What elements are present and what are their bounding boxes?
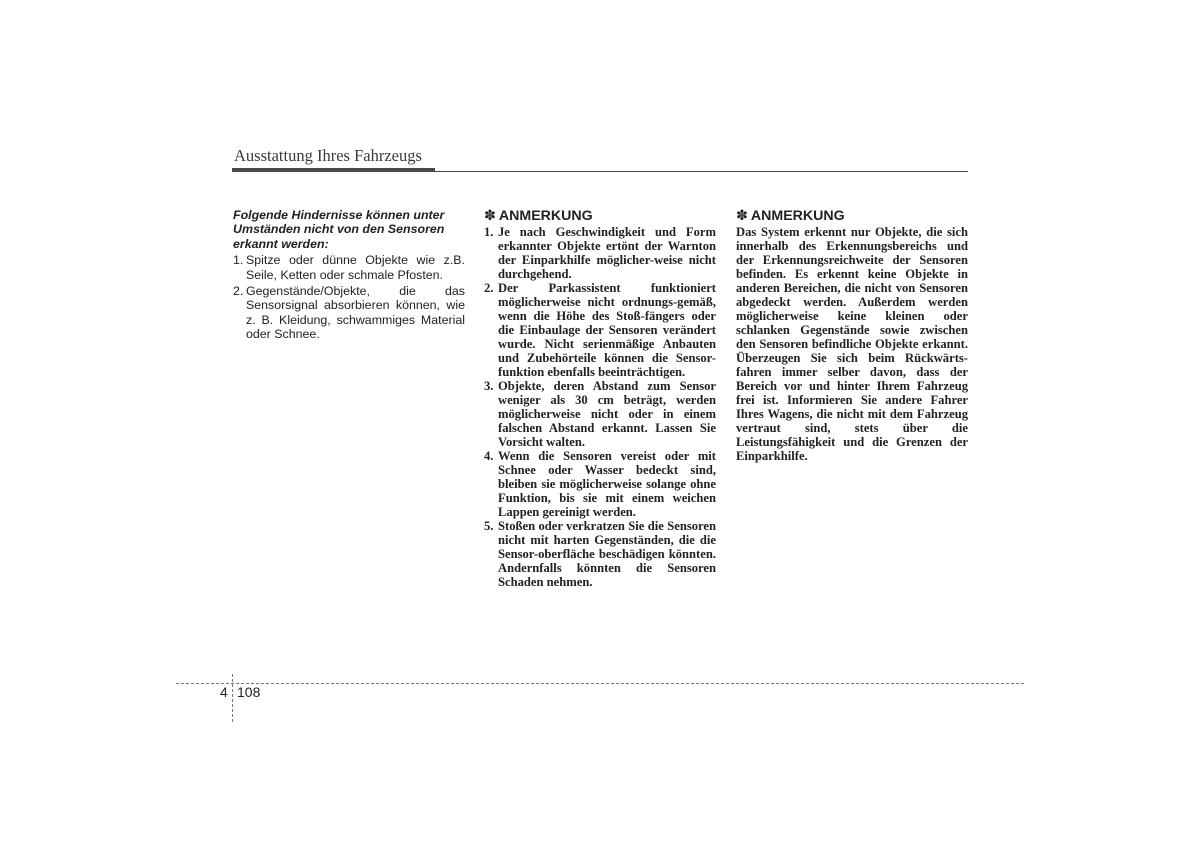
note-heading <box>736 208 968 224</box>
column-hindernisse <box>233 208 465 344</box>
list-item-text: Wenn die Sensoren vereist oder mit Schnee oder Wasser bedeckt sind, bleiben sie möglicherweise solange ohne Funktion, bis sie mit einem weichen Lappen gereinigt werden. <box>498 449 716 519</box>
hindernisse-list <box>233 253 465 341</box>
list-item-text: Gegenstände/Objekte, die das Sensorsignal absorbieren können, wie z. B. Kleidung, schwammiges Material oder Schnee. <box>246 284 465 342</box>
list-item-text: Objekte, deren Abstand zum Sensor weniger als 30 cm beträgt, werden möglicherweise nicht oder in einem falschen Abstand erkannt. Lassen Sie Vorsicht walten. <box>498 379 716 449</box>
page-number: 108 <box>237 684 261 700</box>
note-star-icon: ✽ <box>736 208 748 224</box>
list-item <box>484 449 716 519</box>
list-item-number: 4. <box>484 449 494 463</box>
list-item <box>233 253 465 282</box>
list-item <box>484 379 716 449</box>
list-item <box>484 281 716 379</box>
column-anmerkung-list <box>484 208 716 589</box>
page-header-title: Ausstattung Ihres Fahrzeugs <box>234 146 422 165</box>
header-rule-thin <box>232 171 968 172</box>
list-item <box>233 284 465 342</box>
column-anmerkung-text <box>736 208 968 463</box>
chapter-number: 4 <box>220 684 228 700</box>
list-item-number: 1. <box>484 225 494 239</box>
footer-vertical-divider <box>232 674 233 722</box>
anmerkung-list <box>484 225 716 589</box>
list-item-number: 2. <box>484 281 494 295</box>
note-heading-label: ANMERKUNG <box>750 208 845 224</box>
list-item-text: Je nach Geschwindigkeit und Form erkannter Objekte ertönt der Warnton der Einparkhilfe möglicher-weise nicht durchgehend. <box>498 225 716 281</box>
hindernisse-intro: Folgende Hindernisse können unter Umständen nicht von den Sensoren erkannt werden: <box>233 208 445 251</box>
list-item-text: Spitze oder dünne Objekte wie z.B. Seile, Ketten oder schmale Pfosten. <box>246 253 465 282</box>
list-item-number: 1. <box>233 253 244 268</box>
list-item-number: 2. <box>233 284 244 299</box>
note-body-text: Das System erkennt nur Objekte, die sich innerhalb des Erkennungsbereichs und der Erkennungsreichweite der Sensoren befinden. Es erkennt keine Objekte in anderen Bereichen, die nicht von Sensoren abgedeckt werden. Außerdem werden möglicherweise keine kleinen oder schlanken Gegenstände sowie zwischen den Sensoren befindliche Objekte erkannt. Überzeugen Sie sich beim Rückwärts-fahren immer selber davon, dass der Bereich vor und hinter Ihrem Fahrzeug frei ist. Informieren Sie andere Fahrer Ihres Wagens, die nicht mit dem Fahrzeug vertraut sind, stets über die Leistungsfähigkeit und die Grenzen der Einparkhilfe. <box>736 225 968 463</box>
list-item <box>484 225 716 281</box>
list-item-text: Stoßen oder verkratzen Sie die Sensoren nicht mit harten Gegenständen, die die Sensor-oberfläche beschädigen könnten. Andernfalls könnten die Sensoren Schaden nehmen. <box>498 519 716 589</box>
list-item-text: Der Parkassistent funktioniert möglicherweise nicht ordnungs-gemäß, wenn die Höhe des Stoß-fängers oder die Einbaulage der Sensoren verändert wurde. Nicht serienmäßige Anbauten und Zubehörteile können die Sensor-funktion ebenfalls beeinträchtigen. <box>498 281 716 379</box>
note-heading-label: ANMERKUNG <box>498 208 593 224</box>
note-star-icon: ✽ <box>484 208 496 224</box>
footer-dashed-rule <box>176 683 1024 684</box>
list-item <box>484 519 716 589</box>
note-heading <box>484 208 716 224</box>
list-item-number: 5. <box>484 519 494 533</box>
list-item-number: 3. <box>484 379 494 393</box>
